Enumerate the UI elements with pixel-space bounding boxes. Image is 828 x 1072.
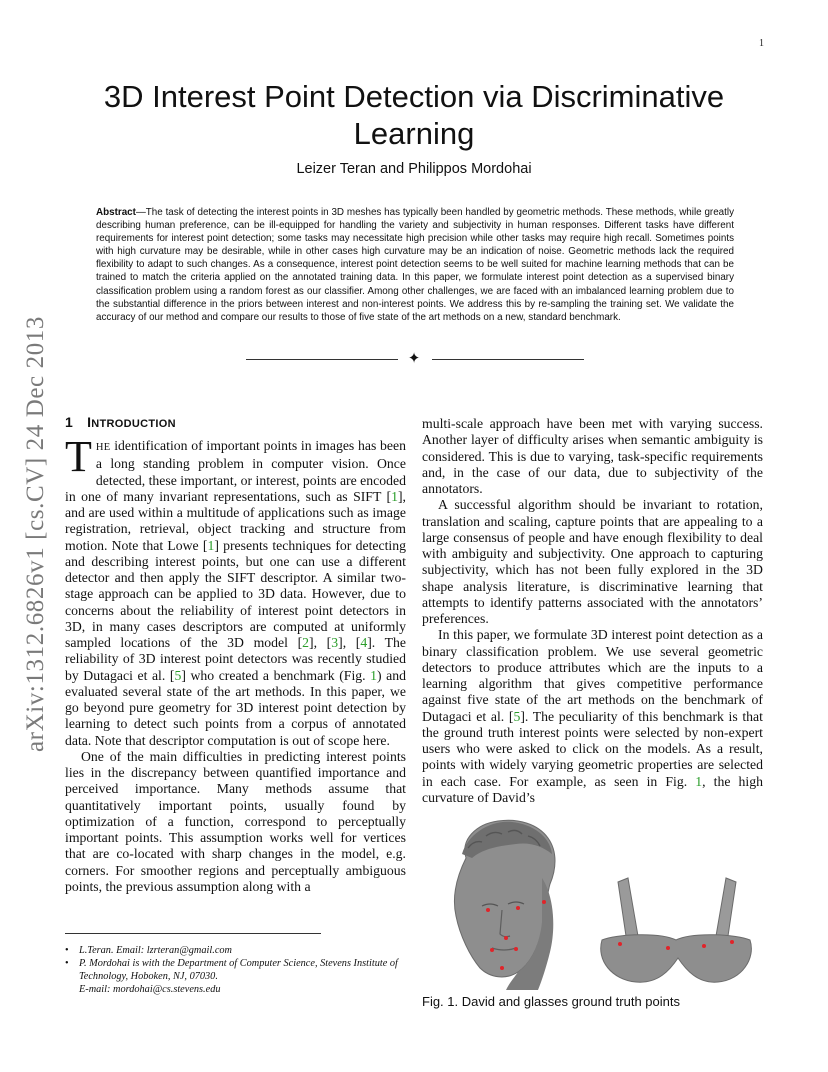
intro-text: ], [ <box>309 635 332 650</box>
separator-line-left <box>246 359 398 360</box>
body-text: In this paper, we formulate 3D interest point detection as a binary classification problem. We use several geometric detectors to produce attributes which are the inputs to a learning algorithm that gives competitive performance against five state of the art methods on the benchmark of Dutagaci et al. [ <box>422 627 763 724</box>
separator-ornament: ✦ <box>407 349 421 367</box>
intro-text: ], [ <box>338 635 361 650</box>
footnote-text: P. Mordohai is with the Department of Computer Science, Stevens Institute of Technology, Hoboken, NJ, 07030. <box>79 958 398 983</box>
figure-link[interactable]: 1 <box>370 667 377 683</box>
intro-paragraph-2: One of the main difficulties in predicting interest points lies in the discrepancy between quantified importance and perceived importance. Many methods assume that quantitatively important points, usually found by optimization of a function, correspond to perceptually important points. This assumption works well for vertices that are co-located with sharp changes in the model, e.g. corners. For smoother regions and perceptually ambiguous points, the previous assumption along with a <box>65 748 406 894</box>
body-text: ]. The peculiarity of this benchmark is that the ground truth interest points were selected by non-expert users who were asked to click on the models. As a result, points with widely varying geometric properties are selected in each case. For example, as seen in Fig. <box>422 708 763 789</box>
citation-link[interactable]: 2 <box>302 635 310 650</box>
abstract-text: —The task of detecting the interest points in 3D meshes has typically been handled by geometric methods. These methods, while greatly describing human preference, can be ill-equipped for handling the variety and subjectivity in human responses. Different tasks have different requirements for interest point detection; some tasks may necessitate high precision while other tasks may require high recall. Sometimes points with high curvature may be desirable, while in other cases high curvature may be an indication of noise. Geometric methods lack the required flexibility to adapt to such changes. As a consequence, interest point detection seems to be well suited for machine learning methods that can be trained to match the criteria applied on the annotated training data. In this paper, we formulate interest point detection as a supervised binary classification problem using a random forest as our classifier. Among other challenges, we are faced with an imbalanced learning problem due to the substantial difference in the priors between interest and non-interest points. We address this by re-sampling the training set. We validate the accuracy of our method and compare our results to those of five state of the art methods on a new, standard benchmark. <box>96 207 734 323</box>
arxiv-identifier: arXiv:1312.6826v1 [cs.CV] 24 Dec 2013 <box>22 315 49 753</box>
section-title-initial: I <box>87 414 92 430</box>
page-number: 1 <box>759 38 764 49</box>
paper-title: 3D Interest Point Detection via Discriminative Learning <box>103 79 725 151</box>
intro-text: ] presents techniques for detecting and describing interest points, but one can use a different detector and then apply the SIFT descriptor. A similar two-stage approach can be applied to 3D data. However, due to concerns about the reliability of interest point detectors in 3D, in many cases descriptors are computed at uniformly sampled locations of the 3D model [ <box>65 537 406 650</box>
citation-link[interactable]: 1 <box>207 537 215 553</box>
body-paragraph-2: A successful algorithm should be invariant to rotation, translation and scaling, capture points that are appealing to a large consensus of people and have enough flexibility to deal with ambiguity and subjectivity. One approach to capturing subjectivity, which has not been fully explored in the 3D shape analysis literature, is discriminative learning that attempts to identify patterns associated with the annotators’ preferences. <box>422 497 763 626</box>
abstract-label: Abstract <box>96 207 136 218</box>
paper-authors: Leizer Teran and Philippos Mordohai <box>296 161 532 177</box>
footnote-text: E-mail: mordohai@cs.stevens.edu <box>79 984 221 996</box>
separator-line-right <box>432 359 584 360</box>
bullet-icon: • <box>65 945 69 956</box>
intro-smallcaps: HE <box>95 442 111 453</box>
intro-text: ) and evaluated several state of the art methods. In this paper, we go beyond pure geometry for 3D interest point detection by learning to detect such points from a corpus of annotated data. Note that descriptor computation is out of scope here. <box>65 667 406 748</box>
section-number: 1 <box>65 414 74 430</box>
citation-link[interactable]: 5 <box>174 667 182 683</box>
body-text: , the high curvature of David’s <box>422 773 764 805</box>
footnote-item <box>65 944 410 957</box>
bullet-icon: • <box>65 958 69 970</box>
citation-link[interactable]: 1 <box>391 488 398 504</box>
footnotes <box>65 944 410 996</box>
figure-david-glasses <box>446 818 764 990</box>
intro-text: ]. The reliability of 3D interest point detectors was recently studied by Dutagaci et al. [ <box>65 635 406 683</box>
section-heading <box>65 414 176 430</box>
figure-link[interactable]: 1 <box>695 773 703 789</box>
footnote-item <box>65 957 410 996</box>
footnote-text: L.Teran. Email: lzrteran@gmail.com <box>79 945 232 956</box>
citation-link[interactable]: 3 <box>331 635 339 650</box>
body-paragraph-3 <box>422 627 763 806</box>
intro-text: ] who created a benchmark (Fig. <box>181 667 371 683</box>
david-head-model <box>454 820 555 990</box>
figure-caption: Fig. 1. David and glasses ground truth points <box>422 994 680 1009</box>
footnote-rule <box>65 933 321 934</box>
abstract <box>96 206 734 324</box>
glasses-model <box>601 878 752 982</box>
citation-link[interactable]: 5 <box>513 708 521 724</box>
left-column <box>65 432 406 895</box>
drop-cap: T <box>65 432 92 481</box>
citation-link[interactable]: 4 <box>360 635 368 650</box>
intro-text: identification of important points in images has been a long standing problem in computer vision. Once detected, these important, or interest, points are encoded in one of many invariant representations, such as SIFT [ <box>65 438 406 504</box>
body-paragraph-1: multi-scale approach have been met with varying success. Another layer of difficulty arises when semantic ambiguity is considered. This is due to varying, task-specific requirements and, in the case of our data, due to subjectivity of the annotators. <box>422 416 763 496</box>
intro-paragraph-1 <box>65 432 406 749</box>
section-title-rest: NTRODUCTION <box>91 418 176 430</box>
right-column <box>422 416 763 806</box>
intro-text: ], and are used within a multitude of applications such as image registration, retrieval, object tracking and structure from motion. Note that Lowe [ <box>65 488 406 553</box>
